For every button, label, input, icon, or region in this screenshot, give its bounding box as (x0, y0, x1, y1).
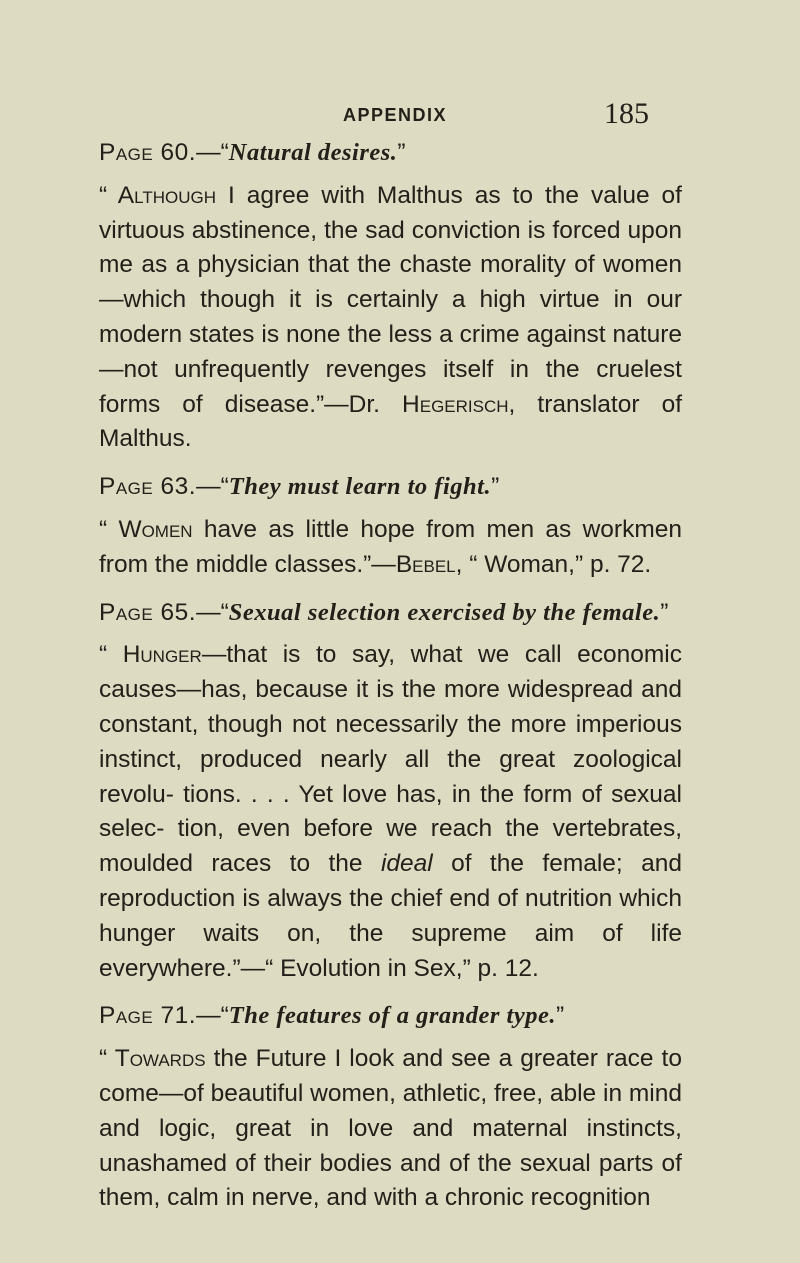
appendix-entry (99, 136, 682, 457)
quotation-text: I agree with Malthus as to the value of virtuous abstinence, the sad conviction is forced upon me as a physician that the chaste morality of women—which though it is certainly a high virtue in our modern states is none the less a crime against nature —not unfrequently revenges itself in the cruelest forms of disease.”—Dr. (99, 181, 682, 418)
quotation-lead-word: “ Hunger (99, 641, 202, 669)
entry-reference (99, 596, 682, 631)
reference-title: The features of a grander type. (228, 1002, 556, 1030)
appendix-entry (99, 999, 682, 1216)
reference-separator: —“ (196, 139, 229, 166)
reference-close-quote: ” (491, 473, 500, 501)
page-body (99, 136, 682, 1216)
quotation-text: have as little hope from men as workmen from the middle classes.”— (99, 515, 682, 578)
reference-separator: —“ (196, 598, 229, 626)
quotation-lead-word: “ Towards (99, 1045, 206, 1073)
quotation-lead-word: “ Women (99, 515, 193, 543)
entry-reference (99, 136, 682, 171)
quotation-source: , “ Woman,” p. 72. (455, 550, 652, 578)
quotation-author: Hegerisch (402, 390, 509, 418)
reference-title: Natural desires. (228, 139, 398, 166)
reference-close-quote: ” (397, 139, 406, 166)
reference-separator: —“ (196, 473, 229, 501)
entry-quotation (99, 179, 682, 457)
reference-page-label: Page 65. (99, 598, 197, 626)
reference-separator: —“ (196, 1002, 229, 1030)
reference-page-label: Page 60. (99, 139, 197, 166)
reference-page-label: Page 71. (99, 1002, 197, 1030)
reference-close-quote: ” (555, 1002, 565, 1030)
reference-title: They must learn to fight. (228, 473, 492, 501)
running-head-title: APPENDIX (343, 105, 448, 125)
entry-reference (99, 470, 682, 505)
quotation-lead-word: “ Although (99, 181, 216, 209)
entry-quotation (99, 513, 682, 583)
quotation-text: of the female; and reproduction is always the chief end of nutrition which hunger waits on, the supreme aim of life everywhere.”—“ Evolution in Sex,” p. 12. (99, 850, 682, 982)
reference-close-quote: ” (660, 598, 669, 626)
page-number: 185 (604, 97, 649, 130)
appendix-entry (99, 470, 682, 582)
emphasized-word: ideal (380, 850, 433, 878)
running-head (0, 93, 800, 133)
reference-title: Sexual selection exercised by the female. (228, 598, 661, 626)
entry-quotation (99, 1042, 682, 1216)
quotation-author: Bebel (395, 550, 456, 578)
appendix-entry (99, 596, 682, 987)
quotation-source: , translator of Malthus. (99, 390, 683, 453)
reference-page-label: Page 63. (99, 473, 197, 501)
entry-reference (99, 999, 682, 1034)
entry-quotation (99, 638, 682, 986)
quotation-text: —that is to say, what we call economic causes—has, because it is the more widespread and constant, though not necessarily the more imperious instinct, produced nearly all the great zoological revolu- tions. . . . Yet love has, in the form of sexual selec- tion, even before we reach the vertebrates, moulded races to the (99, 641, 682, 878)
quotation-text: the Future I look and see a greater race to come—of beautiful women, athletic, free, able in mind and logic, great in love and maternal instincts, unashamed of their bodies and of the sexual parts of them, calm in nerve, and with a chronic recognition (99, 1045, 682, 1212)
